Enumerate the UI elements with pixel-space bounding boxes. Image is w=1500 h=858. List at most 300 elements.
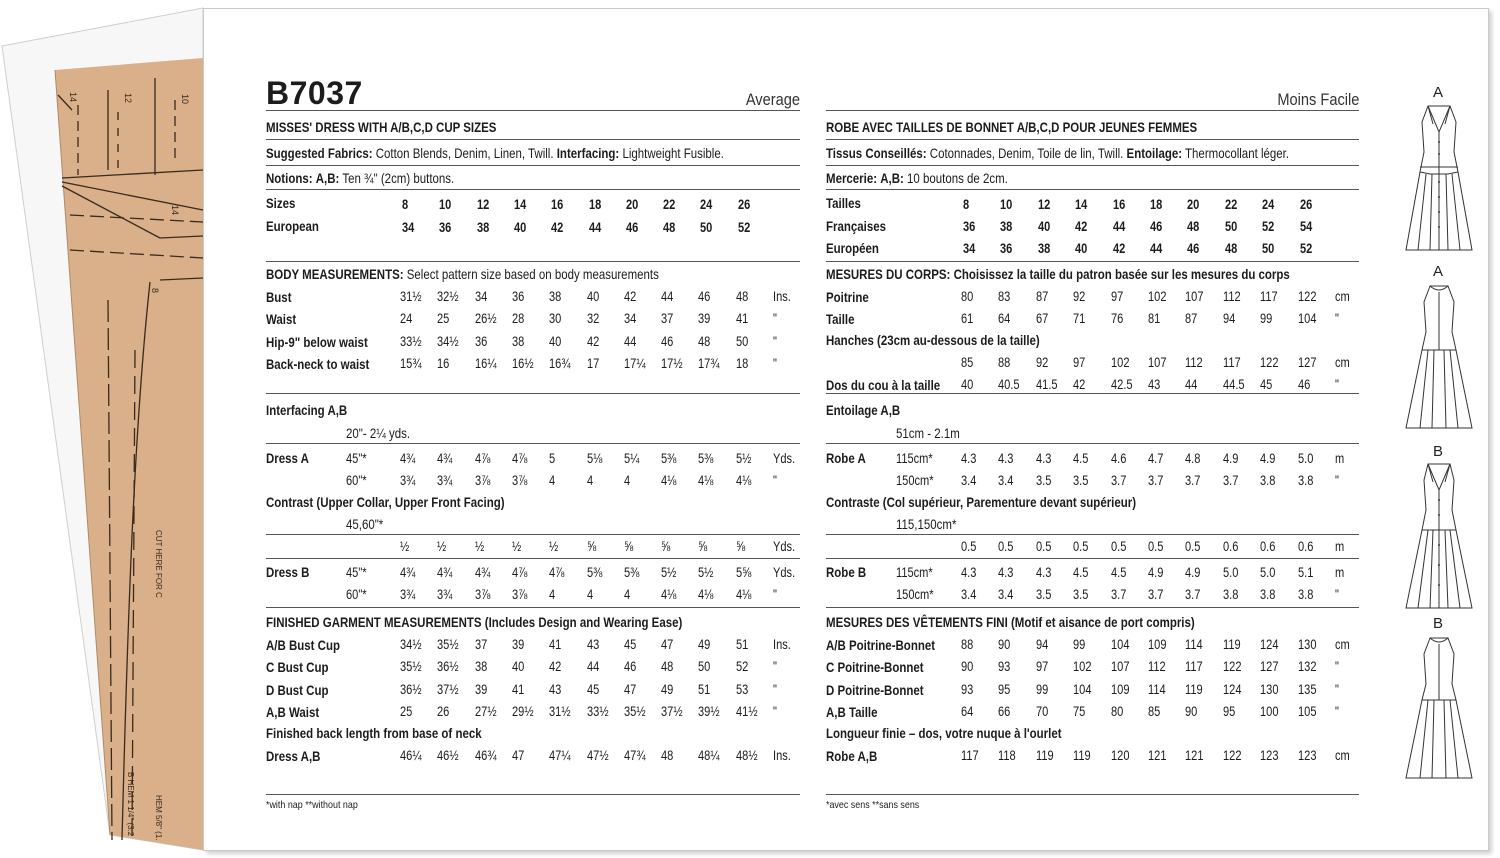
- en-body-row-value: 34½: [437, 333, 459, 349]
- fr-back-value: 121: [1148, 748, 1167, 763]
- fr-robe-a-row-value: 3.5: [1035, 473, 1052, 488]
- en-size-value: 22: [663, 197, 676, 212]
- fr-size-value: 8: [963, 197, 970, 212]
- fr-hanches-value: 117: [1222, 355, 1241, 370]
- en-dress-b-row-value: 5½: [661, 565, 677, 580]
- en-dress-a-row-unit: Yds.: [773, 451, 796, 466]
- en-body-row-value: 26½: [474, 311, 497, 327]
- en-dress-a-row-value: 5: [549, 451, 556, 466]
- en-dress-a-row-value: 4¾: [437, 451, 453, 466]
- view-label-a2: A: [1433, 263, 1444, 280]
- fr-robe-a-row-unit: m: [1335, 451, 1345, 466]
- en-finished-row-value: 41½: [735, 703, 758, 719]
- en-dress-a-row-unit: ": [773, 473, 777, 488]
- fr-francaises-value: 52: [1262, 219, 1275, 234]
- en-dress-a-row-value: 4⅞: [474, 451, 490, 466]
- en-body-row-value: 39: [698, 311, 711, 327]
- en-dress-a-row-value: 4⅛: [698, 473, 714, 488]
- en-dress-b-row-value: 4⅛: [698, 587, 714, 602]
- fr-robe-b-row-value: 4.9: [1148, 565, 1164, 580]
- fr-contraste-value: 0.5: [1185, 539, 1201, 554]
- en-back-value: 46½: [437, 748, 459, 763]
- en-dress-b-row-value: 4¾: [437, 565, 453, 580]
- en-finished-row-value: 35½: [623, 703, 646, 719]
- fr-body-row-label: Poitrine: [826, 289, 869, 305]
- en-body-row-label: Back-neck to waist: [266, 355, 370, 372]
- fr-back-heading: Longueur finie – dos, votre nuque à l'ourlet: [826, 725, 1062, 741]
- fr-europeen-value: 44: [1150, 241, 1163, 256]
- fr-contraste-value: 0.5: [1110, 539, 1126, 554]
- en-body-row-value: 38: [549, 289, 562, 304]
- en-body-row-value: 48: [735, 289, 749, 304]
- fr-francaises-value: 36: [963, 219, 976, 234]
- en-european-value: 46: [625, 220, 639, 235]
- fr-back-value: 121: [1185, 748, 1204, 763]
- en-dress-b-row-value: 4¾: [474, 565, 490, 580]
- fr-body-row-value: 104: [1297, 311, 1317, 327]
- fr-robe-a-row-value: 4.3: [961, 451, 977, 466]
- fr-dos-label: Dos du cou à la taille: [826, 377, 941, 393]
- en-european-value: 44: [588, 220, 601, 235]
- fr-back-value: 123: [1260, 748, 1279, 763]
- en-finished-row-value: 40: [511, 659, 525, 675]
- fr-europeen-value: 38: [1037, 241, 1051, 256]
- fr-finished-row-value: 90: [998, 637, 1011, 652]
- fr-hanches-value: 92: [1035, 355, 1049, 370]
- view-label-b2: B: [1433, 615, 1444, 632]
- fr-robe-a-row-value: 4.8: [1185, 451, 1201, 466]
- fr-finished-row-value: 90: [1185, 703, 1198, 719]
- fr-body-row-value: 81: [1148, 311, 1161, 327]
- en-finished-row-value: 39: [511, 637, 525, 652]
- fr-finished-row-value: 132: [1297, 659, 1317, 675]
- en-contrast-value: ⅝: [661, 539, 671, 554]
- fr-robe-a-row-value: 3.7: [1148, 473, 1164, 488]
- en-body-row-value: 16: [437, 355, 450, 371]
- fr-finished-row-value: 90: [961, 659, 974, 675]
- en-body-row-value: 31½: [400, 289, 422, 304]
- fr-contraste-value: 0.6: [1297, 539, 1313, 554]
- fr-contraste-width: 115,150cm*: [896, 516, 957, 532]
- en-back-value: 47: [511, 748, 525, 763]
- fr-dos-value: 44.5: [1222, 377, 1245, 392]
- fr-body-row-value: 112: [1222, 289, 1241, 304]
- dress-b-front-sketch: [1400, 460, 1478, 612]
- fr-finished-row-value: 99: [1073, 637, 1086, 652]
- fr-entoilage-heading: Entoilage A,B: [826, 402, 901, 418]
- en-dress-a-row-value: 4: [549, 473, 556, 488]
- en-dress-a-row-value: 5¼: [623, 451, 640, 466]
- fr-body-row-value: 94: [1222, 311, 1236, 327]
- fr-finished-row-value: 95: [1222, 703, 1236, 719]
- en-dress-a-row-value: 3⅞: [474, 473, 490, 488]
- en-finished-row-value: 34½: [400, 637, 422, 652]
- en-dress-a-row-width: 60"*: [346, 473, 367, 488]
- fr-finished-row-value: 88: [961, 637, 974, 652]
- fr-hanches-value: 97: [1073, 355, 1086, 370]
- en-finished-row-value: 36½: [400, 681, 422, 697]
- en-dress-a-row-value: 4⅞: [511, 451, 528, 466]
- fr-francaises-value: 42: [1075, 219, 1088, 234]
- fr-size-value: 26: [1299, 197, 1312, 212]
- fr-robe-b-row-value: 3.5: [1073, 587, 1089, 602]
- fr-back-value: 118: [998, 748, 1017, 763]
- en-body-row-value: 46: [698, 289, 711, 304]
- en-body-row-unit: ": [773, 333, 777, 349]
- fr-dos-value: 45: [1260, 377, 1273, 392]
- en-dress-b-row-value: 5⅜: [586, 565, 602, 580]
- fr-robe-a-row-value: 3.7: [1222, 473, 1239, 488]
- fr-robe-b-row-value: 3.4: [961, 587, 977, 602]
- fr-robe-b-row-value: 5.0: [1222, 565, 1239, 580]
- fr-finished-row-value: 122: [1222, 659, 1242, 675]
- en-size-value: 8: [402, 197, 409, 212]
- en-dress-a-row-value: 5⅛: [586, 451, 602, 466]
- en-dress-b-row-value: 3⅞: [474, 587, 490, 602]
- fr-europeen-value: 50: [1262, 241, 1275, 256]
- en-european-label: European: [266, 218, 319, 234]
- en-finished-heading: FINISHED GARMENT MEASUREMENTS (Includes Design and Wearing Ease): [266, 614, 683, 630]
- en-back-heading: Finished back length from base of neck: [266, 725, 482, 741]
- fr-robe-b-row-value: 5.0: [1260, 565, 1276, 580]
- fr-body-row-value: 67: [1035, 311, 1049, 327]
- en-dress-b-row-value: 3⅞: [511, 587, 528, 602]
- fr-robe-b-row-value: 3.8: [1260, 587, 1276, 602]
- fr-contraste-value: 0.5: [961, 539, 977, 554]
- fr-back-label: Robe A,B: [826, 748, 878, 764]
- difficulty-fr: Moins Facile: [1276, 90, 1359, 109]
- en-dress-a-row-value: 3⅞: [511, 473, 528, 488]
- fr-robe-a-row-value: 4.9: [1260, 451, 1276, 466]
- en-back-value: 47¼: [549, 748, 571, 763]
- en-notions: Notions: A,B: Ten ¾" (2cm) buttons.: [266, 170, 455, 186]
- en-body-row-value: 16¼: [474, 355, 497, 371]
- en-dress-b-row-value: 4⅞: [549, 565, 565, 580]
- fr-body-row-label: Taille: [826, 311, 855, 328]
- dress-a-front-sketch: [1400, 102, 1478, 254]
- en-dress-b-row-value: 5⅜: [623, 565, 640, 580]
- fr-dos-value: 42.5: [1110, 377, 1133, 392]
- en-size-value: 14: [513, 197, 527, 212]
- en-size-value: 12: [476, 197, 489, 212]
- fr-contraste-unit: m: [1335, 539, 1345, 554]
- dress-a-back-sketch: [1400, 282, 1478, 432]
- en-finished-row-value: 37½: [437, 681, 459, 697]
- en-finished-row-value: 46: [623, 659, 637, 675]
- fr-robe-a-label: Robe A: [826, 450, 866, 466]
- en-dress-b-row-width: 60"*: [346, 587, 367, 602]
- pattern-mark-14: 14: [68, 92, 78, 103]
- fr-robe-b-row-value: 3.8: [1222, 587, 1239, 602]
- en-contrast-value: ⅝: [698, 539, 708, 554]
- fr-finished-row-value: 127: [1260, 659, 1279, 675]
- fr-europeen-value: 48: [1224, 241, 1238, 256]
- en-dress-a-row-value: 4⅛: [661, 473, 677, 488]
- en-dress-b-row-value: 4¾: [400, 565, 416, 580]
- fr-francaises-value: 54: [1299, 219, 1312, 234]
- fr-size-value: 20: [1187, 197, 1200, 212]
- fr-finished-row-value: 66: [998, 703, 1011, 719]
- difficulty-en: Average: [745, 90, 800, 109]
- fr-robe-b-row-unit: ": [1335, 587, 1339, 602]
- fr-dos-value: 46: [1297, 377, 1310, 392]
- en-finished-row-value: 49: [698, 637, 711, 652]
- en-body-row-unit: ": [773, 311, 777, 327]
- en-body-row-value: 17½: [661, 355, 683, 371]
- fr-finished-row-value: 97: [1035, 659, 1049, 675]
- en-body-heading: BODY MEASUREMENTS: Select pattern size based on body measurements: [266, 266, 659, 282]
- en-finished-row-value: 33½: [586, 703, 609, 719]
- en-contrast-value: ½: [549, 539, 559, 554]
- en-finished-row-value: 49: [661, 681, 674, 697]
- en-finished-row-value: 50: [698, 659, 711, 675]
- fr-finished-row-value: 130: [1297, 637, 1317, 652]
- fr-finished-row-unit: cm: [1335, 637, 1350, 652]
- en-finished-row-value: 52: [735, 659, 749, 675]
- fr-back-value: 119: [1073, 748, 1091, 763]
- fr-body-row-value: 102: [1148, 289, 1167, 304]
- fr-europeen-label: Européen: [826, 240, 879, 256]
- en-finished-row-value: 41: [549, 637, 562, 652]
- en-back-value: 48½: [735, 748, 758, 763]
- en-finished-row-label: C Bust Cup: [266, 659, 329, 676]
- en-size-value: 10: [439, 197, 452, 212]
- en-finished-row-value: 45: [623, 637, 637, 652]
- en-finished-row-value: 41: [511, 681, 525, 697]
- en-body-row-value: 28: [511, 311, 525, 327]
- en-finished-row-value: 35½: [437, 637, 459, 652]
- fr-robe-b-row-width: 115cm*: [896, 565, 933, 580]
- fr-europeen-value: 46: [1187, 241, 1200, 256]
- pattern-number: B7037: [266, 75, 363, 111]
- pattern-mark-8: 8: [150, 288, 160, 294]
- fr-dos-value: 40.5: [998, 377, 1020, 392]
- fr-size-value: 24: [1262, 197, 1275, 212]
- en-finished-row-value: 29½: [511, 703, 534, 719]
- fr-finished-row-value: 114: [1148, 681, 1166, 697]
- en-contrast-value: ⅝: [623, 539, 634, 554]
- en-body-row-value: 37: [661, 311, 674, 327]
- en-body-row-value: 17¼: [623, 355, 646, 371]
- en-interfacing-heading: Interfacing A,B: [266, 402, 348, 418]
- fr-robe-a-row-value: 4.6: [1110, 451, 1126, 466]
- en-finished-row-value: 42: [549, 659, 562, 675]
- en-body-row-unit: Ins.: [773, 289, 791, 304]
- fr-size-value: 16: [1112, 197, 1125, 212]
- en-dress-b-label: Dress B: [266, 564, 310, 580]
- fr-hanches-value: 102: [1110, 355, 1130, 370]
- fr-back-unit: cm: [1335, 748, 1350, 763]
- en-size-value: 16: [551, 197, 564, 212]
- fr-finished-row-value: 100: [1260, 703, 1279, 719]
- en-finished-row-value: 38: [474, 659, 487, 675]
- en-body-row-value: 42: [623, 289, 637, 304]
- fr-dos-value: 42: [1073, 377, 1086, 392]
- en-contrast-value: ⅝: [586, 539, 596, 554]
- en-body-row-value: 32½: [437, 289, 459, 304]
- pattern-hem-note: HEM 5/8" (1.: [154, 795, 163, 841]
- fr-finished-row-value: 109: [1110, 681, 1130, 697]
- en-size-value: 24: [700, 197, 713, 212]
- fr-finished-heading: MESURES DES VÊTEMENTS FINI (Motif et aisance de port compris): [826, 614, 1195, 630]
- fr-francaises-value: 44: [1112, 219, 1125, 234]
- fr-robe-a-row-width: 150cm*: [896, 473, 934, 488]
- en-finished-row-value: 43: [586, 637, 599, 652]
- en-body-row-value: 46: [661, 333, 674, 349]
- fr-back-value: 117: [961, 748, 979, 763]
- en-back-label: Dress A,B: [266, 748, 321, 764]
- fr-size-value: 18: [1150, 197, 1163, 212]
- fr-contraste-value: 0.5: [998, 539, 1014, 554]
- en-back-value: 48¼: [698, 748, 720, 763]
- fr-finished-row-value: 75: [1073, 703, 1086, 719]
- fr-finished-row-value: 107: [1110, 659, 1130, 675]
- en-dress-a-row-value: 3¾: [437, 473, 453, 488]
- fr-robe-a-row-value: 3.4: [998, 473, 1014, 488]
- en-dress-b-row-value: 4⅞: [511, 565, 528, 580]
- fr-contraste-value: 0.5: [1073, 539, 1089, 554]
- fr-back-value: 123: [1297, 748, 1317, 763]
- en-dress-b-row-value: 3¾: [437, 587, 453, 602]
- fr-robe-a-row-value: 3.4: [961, 473, 977, 488]
- fr-body-row-value: 92: [1073, 289, 1086, 304]
- fr-robe-b-row-value: 4.3: [998, 565, 1014, 580]
- fr-finished-row-label: A,B Taille: [826, 703, 878, 720]
- en-finished-row-value: 36½: [437, 659, 459, 675]
- en-finished-row-unit: ": [773, 681, 777, 697]
- fr-dos-value: 41.5: [1035, 377, 1058, 392]
- fr-sizes-label: Tailles: [826, 195, 861, 211]
- en-body-row-value: 50: [735, 333, 749, 349]
- fr-finished-row-value: 102: [1073, 659, 1092, 675]
- en-body-row-unit: ": [773, 355, 777, 371]
- en-finished-row-value: 37½: [661, 703, 683, 719]
- en-back-value: 46¾: [474, 748, 497, 763]
- en-body-row-value: 15¾: [400, 355, 422, 371]
- en-dress-a-row-value: 5⅜: [661, 451, 677, 466]
- fr-footnote: *avec sens **sans sens: [826, 799, 920, 811]
- fr-finished-row-label: C Poitrine-Bonnet: [826, 659, 924, 676]
- fr-finished-row-value: 119: [1222, 637, 1241, 652]
- fr-robe-a-row-value: 4.7: [1148, 451, 1164, 466]
- fr-hanches-value: 85: [961, 355, 974, 370]
- fr-robe-a-row-value: 3.7: [1110, 473, 1126, 488]
- en-finished-row-value: 51: [735, 637, 749, 652]
- en-body-row-value: 30: [549, 311, 562, 327]
- fr-francaises-value: 50: [1224, 219, 1238, 234]
- fr-robe-a-row-value: 3.5: [1073, 473, 1089, 488]
- en-contrast-value: ½: [474, 539, 484, 554]
- fr-body-heading: MESURES DU CORPS: Choisissez la taille du patron basée sur les mesures du corps: [826, 266, 1290, 282]
- en-dress-b-row-value: 5½: [698, 565, 714, 580]
- fr-francaises-value: 46: [1150, 219, 1163, 234]
- en-dress-b-row-unit: Yds.: [773, 565, 796, 580]
- fr-hanches-unit: cm: [1335, 355, 1350, 370]
- fr-dos-value: 40: [961, 377, 974, 392]
- pattern-cut-note: CUT HERE FOR C: [154, 530, 163, 598]
- fr-body-row-value: 107: [1185, 289, 1204, 304]
- en-finished-row-value: 43: [549, 681, 562, 697]
- fr-finished-row-value: 109: [1148, 637, 1167, 652]
- en-body-row-label: Waist: [266, 311, 297, 328]
- en-finished-row-value: 44: [586, 659, 599, 675]
- fr-robe-a-row-value: 4.9: [1222, 451, 1239, 466]
- view-label-b1: B: [1433, 443, 1444, 460]
- en-body-row-value: 17: [586, 355, 599, 371]
- en-finished-row-value: 47: [661, 637, 674, 652]
- fr-robe-b-row-value: 4.9: [1185, 565, 1201, 580]
- fr-finished-row-value: 130: [1260, 681, 1279, 697]
- fr-robe-a-row-value: 3.8: [1297, 473, 1313, 488]
- pattern-mark-12: 12: [123, 93, 133, 104]
- fr-finished-row-value: 117: [1185, 659, 1204, 675]
- en-dress-b-row-value: 4⅛: [735, 587, 752, 602]
- en-back-value: 46¼: [400, 748, 422, 763]
- fr-finished-row-value: 119: [1185, 681, 1204, 697]
- en-finished-row-value: 27½: [474, 703, 497, 719]
- en-body-row-label: Hip-9" below waist: [266, 333, 368, 350]
- en-body-row-value: 44: [661, 289, 674, 304]
- fr-hanches-label: Hanches (23cm au-dessous de la taille): [826, 332, 1040, 348]
- fr-body-row-value: 83: [998, 289, 1011, 304]
- en-dress-a-row-value: 3¾: [400, 473, 416, 488]
- fr-body-row-value: 76: [1110, 311, 1123, 327]
- fr-dos-value: 44: [1185, 377, 1198, 392]
- fr-size-value: 10: [1000, 197, 1013, 212]
- fr-contraste-value: 0.6: [1222, 539, 1239, 554]
- en-body-row-value: 18: [735, 355, 749, 371]
- en-dress-b-row-value: 4: [586, 587, 593, 602]
- fr-europeen-value: 40: [1075, 241, 1088, 256]
- fr-back-value: 119: [1035, 748, 1054, 763]
- fr-robe-b-row-value: 4.3: [961, 565, 977, 580]
- fr-fabrics: Tissus Conseillés: Cotonnades, Denim, Toile de lin, Twill. Entoilage: Thermocollant léger.: [826, 145, 1290, 161]
- fr-francaises-label: Françaises: [826, 218, 887, 234]
- fr-size-value: 12: [1037, 197, 1051, 212]
- fr-francaises-value: 40: [1037, 219, 1051, 234]
- en-back-value: 48: [661, 748, 674, 763]
- en-finished-row-value: 47: [623, 681, 637, 697]
- en-finished-row-label: A/B Bust Cup: [266, 637, 340, 653]
- fr-robe-b-row-value: 3.7: [1110, 587, 1126, 602]
- en-back-value: 47¾: [623, 748, 646, 763]
- fr-hanches-value: 88: [998, 355, 1011, 370]
- fr-body-row-value: 117: [1260, 289, 1278, 304]
- en-finished-row-value: 31½: [549, 703, 571, 719]
- fr-body-row-value: 99: [1260, 311, 1273, 327]
- fr-back-value: 120: [1110, 748, 1130, 763]
- fr-europeen-value: 34: [963, 241, 976, 256]
- fr-robe-a-row-value: 5.0: [1297, 451, 1313, 466]
- fr-finished-row-value: 70: [1035, 703, 1049, 719]
- fr-finished-row-value: 95: [998, 681, 1011, 697]
- fr-contraste-heading: Contraste (Col supérieur, Parementure devant supérieur): [826, 494, 1137, 510]
- en-interfacing-value: 20"- 2¼ yds.: [346, 425, 411, 441]
- pattern-bhem-note: B HEM 1 1/4" (3.2: [126, 772, 135, 837]
- fr-robe-a-row-width: 115cm*: [896, 451, 933, 466]
- fr-robe-a-row-value: 3.8: [1260, 473, 1276, 488]
- pattern-envelope-back: [203, 8, 1489, 851]
- en-european-value: 52: [737, 220, 751, 235]
- en-dress-b-row-value: 4: [623, 587, 630, 602]
- fr-title: ROBE AVEC TAILLES DE BONNET A/B,C,D POUR JEUNES FEMMES: [826, 119, 1198, 135]
- fr-robe-b-row-value: 4.3: [1035, 565, 1052, 580]
- pattern-mark-14b: 14: [170, 205, 180, 216]
- en-contrast-heading: Contrast (Upper Collar, Upper Front Facing): [266, 494, 505, 510]
- en-size-value: 20: [625, 197, 639, 212]
- fr-finished-row-unit: ": [1335, 703, 1339, 719]
- en-finished-row-value: 48: [661, 659, 674, 675]
